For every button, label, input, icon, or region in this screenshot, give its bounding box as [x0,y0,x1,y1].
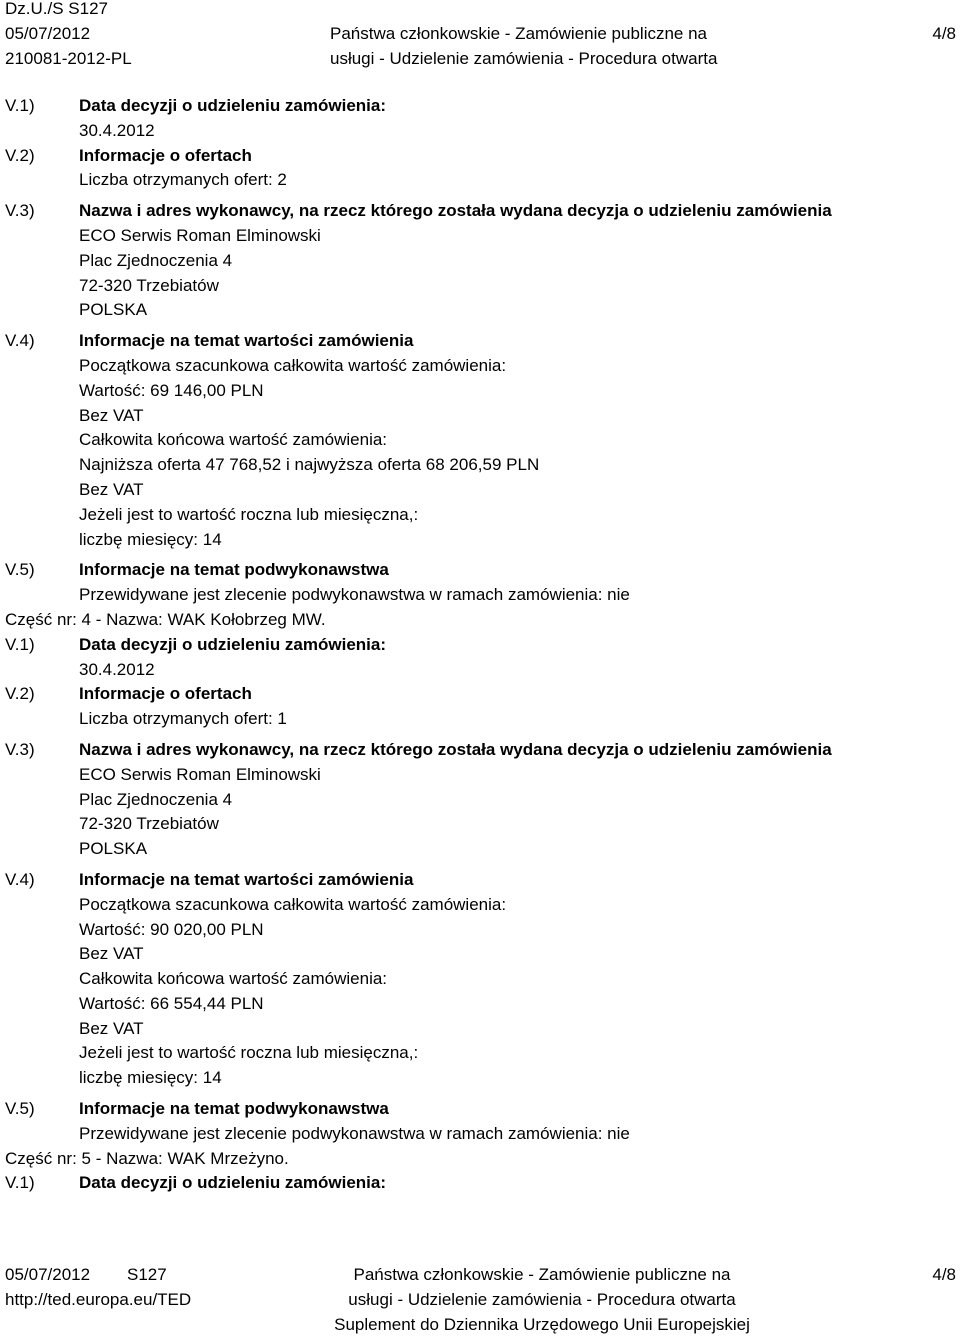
subcontract-heading: Informacje na temat podwykonawstwa [79,560,389,580]
contractor-street: Plac Zjednoczenia 4 [79,250,233,270]
section-label: V.5) [5,560,35,580]
section-label: V.2) [5,145,35,165]
part-4-title: Część nr: 4 - Nazwa: WAK Kołobrzeg MW. [5,609,326,629]
header-left [5,0,132,71]
decision-date-value: 30.4.2012 [79,120,155,140]
final-value: Najniższa oferta 47 768,52 i najwyższa oferta 68 206,59 PLN [79,455,540,475]
decision-date-value: 30.4.2012 [79,659,155,679]
footer-title-line2: usługi - Udzielenie zamówienia - Procedura otwarta [348,1289,736,1309]
document-id: 210081-2012-PL [5,48,132,68]
vat-note: Bez VAT [79,944,144,964]
section-label: V.2) [5,684,35,704]
contractor-name: ECO Serwis Roman Elminowski [79,764,321,784]
months-value: liczbę miesięcy: 14 [79,1068,222,1088]
contractor-city: 72-320 Trzebiatów [79,275,219,295]
section-v1 [0,633,960,683]
section-label: V.3) [5,201,35,221]
offers-heading: Informacje o ofertach [79,145,252,165]
footer-page-number: 4/8 [932,1265,956,1284]
subcontract-text: Przewidywane jest zlecenie podwykonawstwa w ramach zamówienia: nie [79,585,630,605]
section-label: V.5) [5,1099,35,1119]
journal-ref: Dz.U./S S127 [5,0,108,18]
value-heading: Informacje na temat wartości zamówienia [79,331,414,351]
section-v2 [0,682,960,732]
header-page-number: 4/8 [932,24,956,43]
contractor-heading: Nazwa i adres wykonawcy, na rzecz którego została wydana decyzja o udzieleniu zamówienia [79,739,832,759]
section-v3 [0,738,960,862]
section-label: V.1) [5,634,35,654]
decision-date-heading: Data decyzji o udzieleniu zamówienia: [79,634,387,654]
decision-date-heading: Data decyzji o udzieleniu zamówienia: [79,96,387,115]
final-value-label: Całkowita końcowa wartość zamówienia: [79,969,388,989]
part-5-title: Część nr: 5 - Nazwa: WAK Mrzeżyno. [5,1148,289,1168]
section-v1 [0,1171,960,1196]
footer-series: S127 [127,1265,167,1284]
contractor-heading: Nazwa i adres wykonawcy, na rzecz którego została wydana decyzja o udzieleniu zamówienia [79,201,832,221]
contractor-street: Plac Zjednoczenia 4 [79,789,233,809]
annual-label: Jeżeli jest to wartość roczna lub miesięczna,: [79,504,419,524]
value-heading: Informacje na temat wartości zamówienia [79,869,414,889]
subcontract-heading: Informacje na temat podwykonawstwa [79,1099,389,1119]
decision-date-heading: Data decyzji o udzieleniu zamówienia: [79,1173,387,1193]
initial-value: Wartość: 69 146,00 PLN [79,380,264,400]
document-body [0,94,960,1196]
contractor-country: POLSKA [79,300,148,320]
section-v1 [0,94,960,144]
footer-left [5,1263,191,1313]
section-v5 [0,558,960,608]
final-value-label: Całkowita końcowa wartość zamówienia: [79,430,388,450]
section-label: V.4) [5,869,35,889]
section-label: V.1) [5,96,35,115]
header-title-line1: Państwa członkowskie - Zamówienie publiczne na [330,24,708,43]
footer-url[interactable]: http://ted.europa.eu/TED [5,1289,192,1309]
section-label: V.1) [5,1173,35,1193]
header-date: 05/07/2012 [5,23,91,43]
footer-title-line1: Państwa członkowskie - Zamówienie publiczne na [353,1265,731,1284]
vat-note: Bez VAT [79,1018,144,1038]
section-v4 [0,329,960,552]
contractor-city: 72-320 Trzebiatów [79,814,219,834]
annual-label: Jeżeli jest to wartość roczna lub miesięczna,: [79,1043,419,1063]
subcontract-text: Przewidywane jest zlecenie podwykonawstwa w ramach zamówienia: nie [79,1123,630,1143]
initial-value-label: Początkowa szacunkowa całkowita wartość zamówienia: [79,894,507,914]
section-v3 [0,199,960,323]
footer-date: 05/07/2012 [5,1265,91,1284]
offers-count: Liczba otrzymanych ofert: 2 [79,170,287,190]
offers-count: Liczba otrzymanych ofert: 1 [79,709,287,729]
footer-title [312,1263,772,1337]
section-v2 [0,144,960,194]
section-v4 [0,868,960,1091]
offers-heading: Informacje o ofertach [79,684,252,704]
vat-note: Bez VAT [79,405,144,425]
vat-note: Bez VAT [79,479,144,499]
footer-supplement: Suplement do Dziennika Urzędowego Unii Europejskiej [334,1314,750,1334]
contractor-name: ECO Serwis Roman Elminowski [79,225,321,245]
final-value: Wartość: 66 554,44 PLN [79,993,264,1013]
initial-value: Wartość: 90 020,00 PLN [79,919,264,939]
section-v5 [0,1097,960,1147]
months-value: liczbę miesięcy: 14 [79,529,222,549]
page-footer [0,1263,960,1334]
section-label: V.4) [5,331,35,351]
section-label: V.3) [5,739,35,759]
header-title-line2: usługi - Udzielenie zamówienia - Procedura otwarta [330,48,718,68]
page-header [0,0,960,70]
header-title [330,22,770,72]
contractor-country: POLSKA [79,839,148,859]
initial-value-label: Początkowa szacunkowa całkowita wartość zamówienia: [79,355,507,375]
